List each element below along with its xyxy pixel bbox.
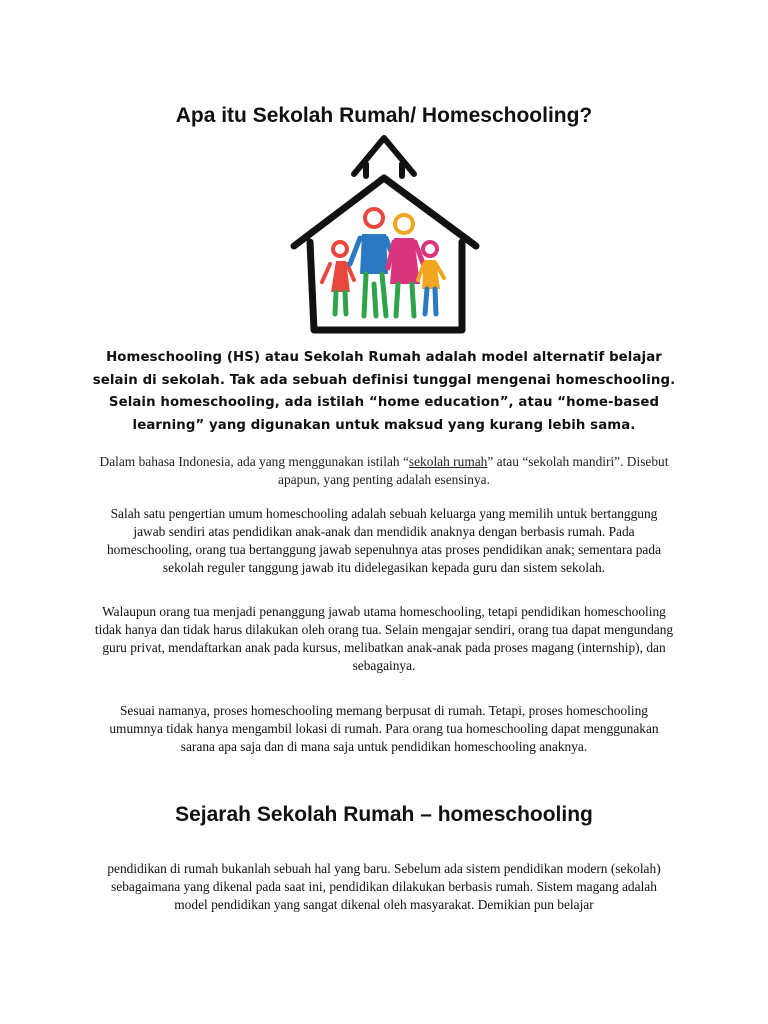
paragraph-sejarah: pendidikan di rumah bukanlah sebuah hal yang baru. Sebelum ada sistem pendidikan modern (sekolah) sebagaimana yang dikenal pada saat ini, pendidikan dilakukan berbasis rumah. Sistem magang adalah model pendidikan yang sangat dikenal oleh masyarakat. Demikian pun belajar	[107, 861, 661, 912]
paragraph-sesuai-namanya: Sesuai namanya, proses homeschooling memang berpusat di rumah. Tetapi, proses homeschooling umumnya tidak hanya mengambil lokasi di rumah. Para orang tua homeschooling dapat menggunakan sarana apa saja dan di mana saja untuk pendidikan homeschooling anaknya.	[109, 703, 659, 754]
intro-paragraph: Homeschooling (HS) atau Sekolah Rumah adalah model alternatif belajar selain di sekolah. Tak ada sebuah definisi tunggal mengenai homeschooling. Selain homeschooling, ada istilah “home education”, atau “home-based learning” yang digunakan untuk maksud yang kurang lebih sama.	[92, 350, 676, 433]
figure-right-child	[418, 242, 444, 314]
sekolah-rumah-link[interactable]: sekolah rumah	[408, 454, 488, 469]
p1-text-before: Dalam bahasa Indonesia, ada yang menggunakan istilah “	[99, 454, 409, 469]
figure-mother	[388, 215, 424, 316]
figure-left-child	[322, 242, 354, 314]
page-title: Apa itu Sekolah Rumah/ Homeschooling?	[175, 104, 593, 127]
house-roof-outline	[354, 138, 414, 176]
p1-text-after: ” atau “sekolah mandiri”. Disebut apapun, yang penting adalah esensinya.	[278, 454, 669, 487]
family-house-logo	[284, 134, 484, 334]
section-title-sejarah: Sejarah Sekolah Rumah – homeschooling	[175, 803, 593, 826]
paragraph-pengertian: Salah satu pengertian umum homeschooling adalah sebuah keluarga yang memilih untuk bertanggung jawab sendiri atas pendidikan anak-anak dan mendidik anaknya dengan berbasis rumah. Pada homeschooling, orang tua bertanggung jawab sepenuhnya atas proses pendidikan anak; sementara pada sekolah reguler tanggung jawab itu didelegasikan kepada guru dan sistem sekolah.	[106, 506, 662, 575]
paragraph-istilah	[94, 453, 674, 489]
paragraph-penanggung-jawab: Walaupun orang tua menjadi penanggung jawab utama homeschooling, tetapi pendidikan homeschooling tidak hanya dan tidak harus dilakukan oleh orang tua. Selain mengajar sendiri, orang tua dapat mengundang guru privat, mendaftarkan anak pada kursus, melibatkan anak-anak pada proses magang (internship), dan sebagainya.	[94, 604, 674, 673]
